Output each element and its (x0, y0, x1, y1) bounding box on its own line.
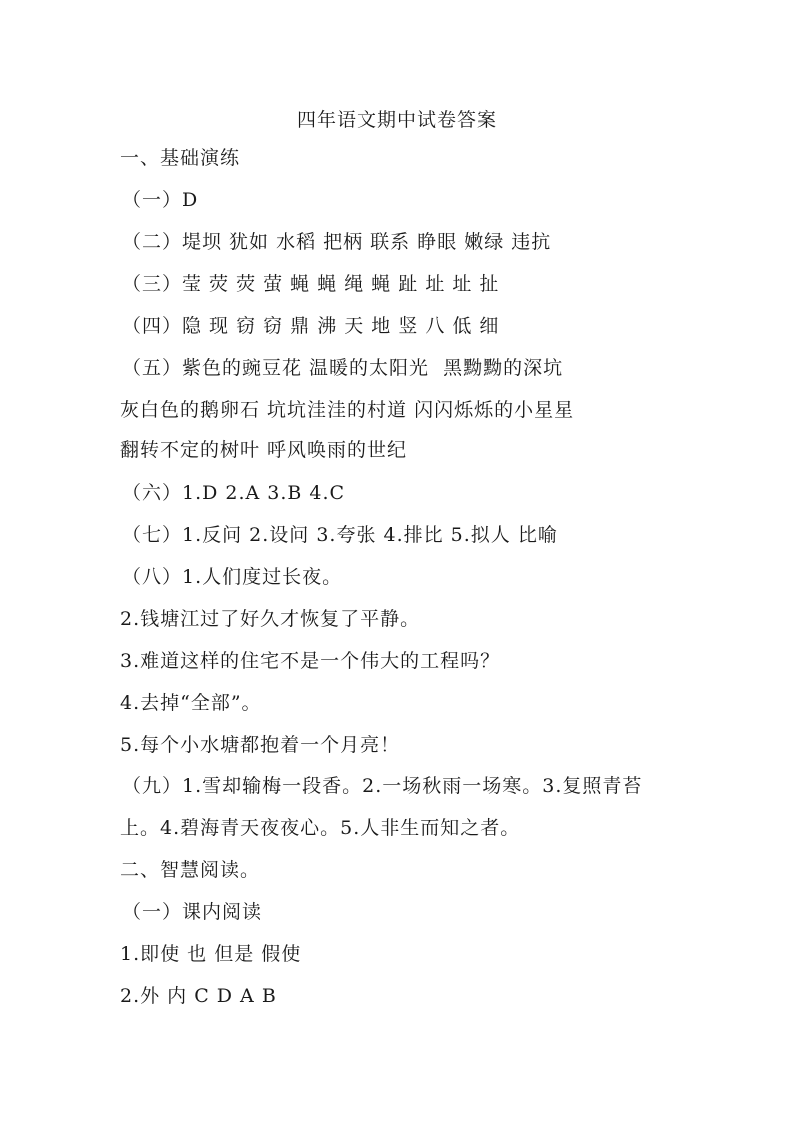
answer-line: （六）1.D 2.A 3.B 4.C (122, 482, 346, 504)
answer-line: 1.即使 也 但是 假使 (120, 943, 302, 965)
answer-line: （八）1.人们度过长夜。 (122, 566, 343, 588)
page-title: 四年语文期中试卷答案 (296, 109, 497, 131)
answer-line: 5.每个小水塘都抱着一个月亮！ (120, 734, 401, 756)
subsection-heading: （一）课内阅读 (122, 901, 263, 923)
answer-line: 2.外 内 C D A B (120, 985, 277, 1007)
answer-line: 4.去掉“全部”。 (120, 692, 262, 714)
answer-line: （七）1.反问 2.设问 3.夸张 4.排比 5.拟人 比喻 (122, 524, 558, 546)
answer-line: （一）D (122, 189, 199, 211)
section-heading-basics: 一、基础演练 (120, 147, 241, 169)
answer-line: （四）隐 现 窃 窃 鼎 沸 天 地 竖 八 低 细 (122, 315, 500, 337)
answer-line: （五）紫色的豌豆花 温暖的太阳光 黑黝黝的深坑 (122, 357, 564, 379)
answer-line: 灰白色的鹅卵石 坑坑洼洼的村道 闪闪烁烁的小星星 (120, 399, 575, 421)
answer-line: 3.难道这样的住宅不是一个伟大的工程吗？ (120, 650, 501, 672)
answer-line: （九）1.雪却输梅一段香。2.一场秋雨一场寒。3.复照青苔 (122, 775, 643, 797)
answer-line: （二）堤坝 犹如 水稻 把柄 联系 睁眼 嫩绿 违抗 (122, 231, 552, 253)
answer-line: 翻转不定的树叶 呼风唤雨的世纪 (120, 439, 408, 461)
answer-line: 上。4.碧海青天夜夜心。5.人非生而知之者。 (120, 817, 521, 839)
answer-line: （三）莹 荧 荧 萤 蝇 蝇 绳 蝇 趾 址 址 扯 (122, 273, 500, 295)
answer-line: 2.钱塘江过了好久才恢复了平静。 (120, 608, 421, 630)
section-heading-reading: 二、智慧阅读。 (120, 859, 261, 881)
